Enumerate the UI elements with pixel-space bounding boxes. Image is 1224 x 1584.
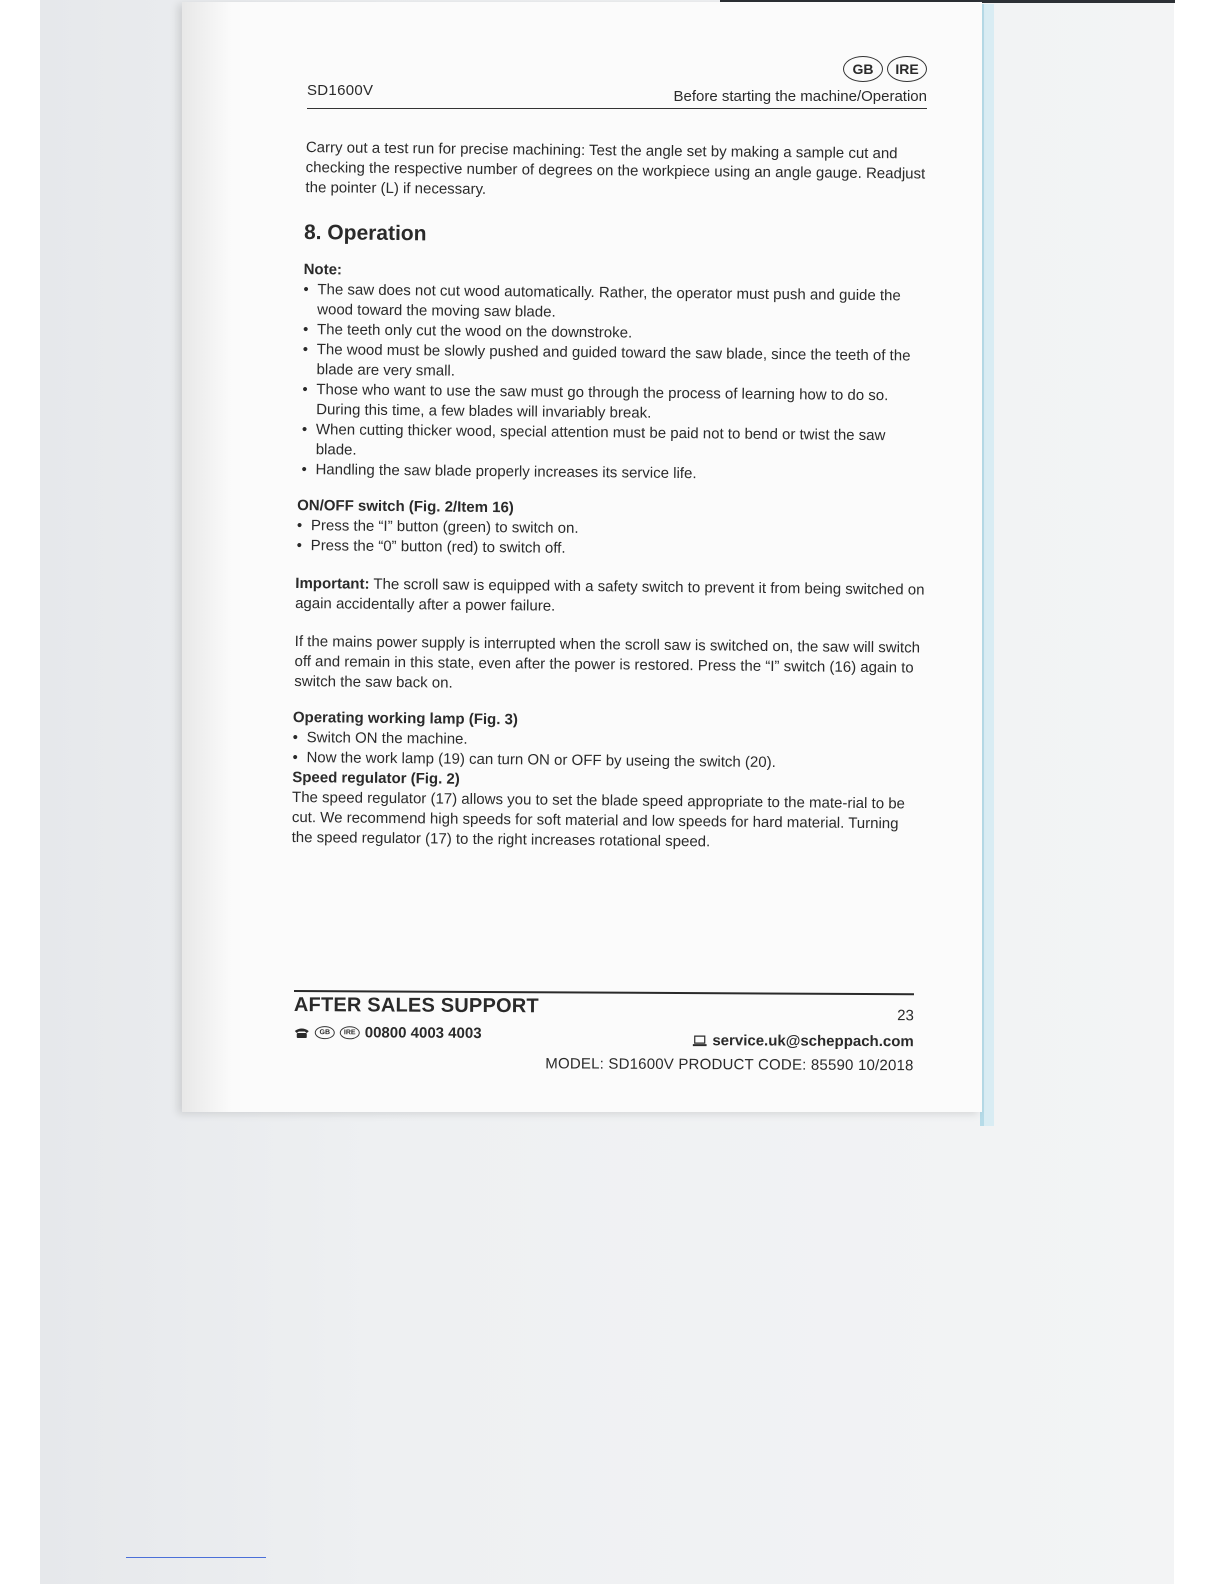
lamp-list xyxy=(292,728,923,775)
lamp-label: Operating working lamp (Fig. 3) xyxy=(292,708,519,729)
scan-artifact-line xyxy=(126,1557,266,1558)
phone-number: 00800 4003 4003 xyxy=(364,1024,482,1042)
note-item: • When cutting thicker wood, special attention must be paid not to bend or twist the saw blade. xyxy=(302,420,927,467)
binding-shadow xyxy=(182,2,232,1112)
gb-mini-badge: GB xyxy=(315,1026,335,1039)
model-product-line: MODEL: SD1600V PRODUCT CODE: 85590 10/2018 xyxy=(545,1055,914,1075)
important-text: The scroll saw is equipped with a safety switch to prevent it from being switched on again accidentally after a power failure. xyxy=(295,575,925,615)
important-label: Important: xyxy=(295,574,370,593)
support-title: AFTER SALES SUPPORT xyxy=(293,993,539,1018)
operation-heading: 8. Operation xyxy=(303,221,427,246)
note-item: • The teeth only cut the wood on the downstroke. xyxy=(303,320,928,347)
phone-row xyxy=(294,1024,482,1042)
note-list xyxy=(301,280,928,487)
intro-paragraph: Carry out a test run for precise machining: Test the angle set by making a sample cut and checking the respective number of degrees on the workpiece using an angle gauge. Readjust the pointer (L) if necessary. xyxy=(305,139,926,198)
page-edge-shadow xyxy=(984,4,994,1126)
page-number: 23 xyxy=(897,1007,914,1025)
note-block xyxy=(301,260,928,487)
lamp-block xyxy=(292,708,924,855)
ire-mini-badge: IRE xyxy=(340,1026,360,1039)
speed-label: Speed regulator (Fig. 2) xyxy=(292,768,460,788)
note-item: • The saw does not cut wood automatically. Rather, the operator must push and guide the wood toward the moving saw blade. xyxy=(303,280,928,327)
header-section-title: Before starting the machine/Operation xyxy=(673,88,927,105)
ire-badge: IRE xyxy=(887,56,927,82)
gb-badge: GB xyxy=(843,56,883,82)
computer-icon xyxy=(692,1035,706,1047)
important-paragraph xyxy=(295,574,925,621)
note-item: • Handling the saw blade properly increases its service life. xyxy=(301,460,926,487)
onoff-block xyxy=(297,496,927,563)
country-badges xyxy=(843,56,927,82)
header-rule xyxy=(307,108,927,109)
note-item: • Those who want to use the saw must go through the process of learning how to do so. During this time, a few blades will invariably break. xyxy=(302,380,927,427)
note-item: • The wood must be slowly pushed and guided toward the saw blade, since the teeth of the blade are very small. xyxy=(302,340,927,387)
phone-icon xyxy=(294,1026,310,1038)
lamp-item: • Switch ON the machine. xyxy=(293,728,924,755)
onoff-label: ON/OFF switch (Fig. 2/Item 16) xyxy=(297,496,514,517)
onoff-item: • Press the “0” button (red) to switch off. xyxy=(297,536,926,563)
page-footer xyxy=(294,990,914,1083)
onoff-item: • Press the “I” button (green) to switch on. xyxy=(297,516,926,543)
mains-paragraph: If the mains power supply is interrupted when the scroll saw is switched on, the saw will switch off and remain in this state, even after the power is restored. Press the “I” switch (16) again to switch the saw back on. xyxy=(294,632,921,692)
lamp-item: • Now the work lamp (19) can turn ON or OFF by useing the switch (20). xyxy=(292,748,923,775)
email-row xyxy=(692,1032,913,1050)
page-header xyxy=(307,52,927,112)
page-content xyxy=(293,138,930,855)
onoff-list xyxy=(297,516,926,563)
note-label: Note: xyxy=(303,261,343,279)
header-model: SD1600V xyxy=(307,82,374,99)
speed-paragraph: The speed regulator (17) allows you to set the blade speed appropriate to the mate-rial to be cut. We recommend high speeds for soft material and low speeds for hard material. Turning the speed regulator (17) to the right increases rotational speed. xyxy=(291,788,906,851)
support-email: service.uk@scheppach.com xyxy=(712,1032,914,1051)
